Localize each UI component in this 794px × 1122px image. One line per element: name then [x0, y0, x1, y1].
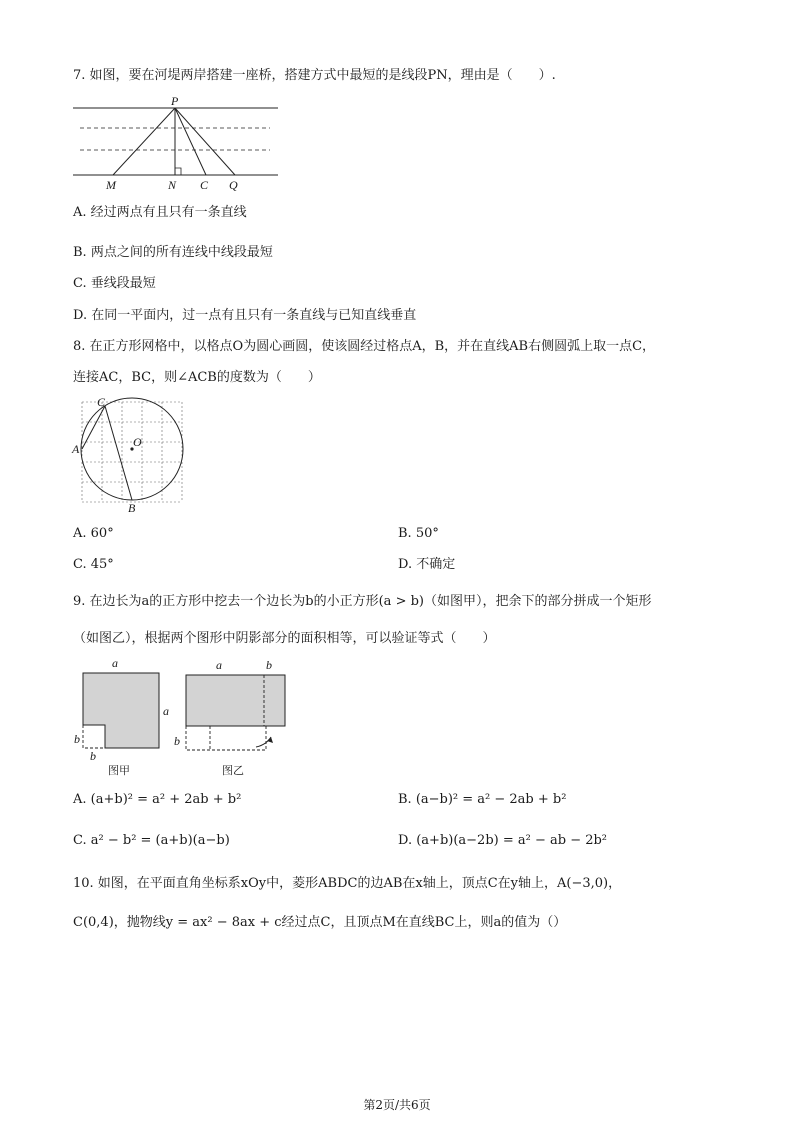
q9-jia-label-b-bottom: b: [90, 749, 96, 763]
q7-option-d: D. 在同一平面内，过一点有且只有一条直线与已知直线垂直: [73, 308, 417, 323]
q9-option-b: B. (a−b)² = a² − 2ab + b²: [398, 792, 567, 807]
q7-stem: 7. 如图，要在河堤两岸搭建一座桥，搭建方式中最短的是线段PN，理由是（ ）.: [73, 68, 556, 83]
q9-stem-line2: （如图乙），根据两个图形中阴影部分的面积相等，可以验证等式（ ）: [73, 631, 496, 646]
q8-label-O: O: [133, 435, 142, 449]
q7-option-a: A. 经过两点有且只有一条直线: [73, 205, 247, 220]
q9-option-c: C. a² − b² = (a+b)(a−b): [73, 833, 230, 848]
q8-label-B: B: [128, 501, 136, 515]
q8-stem-line1: 8. 在正方形网格中，以格点O为圆心画圆，使该圆经过格点A，B，并在直线AB右侧圆弧上取一点C，: [73, 339, 656, 354]
q7-label-P: P: [171, 94, 179, 108]
q8-option-b: B. 50°: [398, 526, 439, 541]
q8-grid-circle-figure: [70, 396, 190, 514]
q10-stem-line2: C(0,4)，抛物线y = ax² − 8ax + c经过点C，且顶点M在直线BC上，则a的值为（）: [73, 915, 567, 930]
q8-option-c: C. 45°: [73, 557, 114, 572]
q8-label-A: A: [72, 442, 80, 456]
q7-label-C: C: [200, 178, 209, 192]
q8-stem-line2: 连接AC，BC，则∠ACB的度数为（ ）: [73, 370, 321, 385]
q8-option-d: D. 不确定: [398, 557, 456, 572]
q10-stem-line1: 10. 如图，在平面直角坐标系xOy中，菱形ABDC的边AB在x轴上，顶点C在y轴上，A(−3,0)，: [73, 876, 622, 891]
q7-river-bridge-figure: [70, 94, 285, 194]
q8-option-a: A. 60°: [73, 526, 114, 541]
q7-label-Q: Q: [229, 178, 238, 192]
q7-label-M: M: [106, 178, 116, 192]
q9-caption-jia: 图甲: [108, 764, 130, 777]
q9-jia-label-a-top: a: [112, 656, 118, 670]
q9-yi-label-b-top: b: [266, 658, 272, 672]
q7-label-N: N: [168, 178, 177, 192]
q7-option-b: B. 两点之间的所有连线中线段最短: [73, 245, 273, 260]
q8-label-C: C: [97, 395, 106, 409]
q9-jia-label-b-left: b: [74, 732, 80, 746]
q9-option-a: A. (a+b)² = a² + 2ab + b²: [73, 792, 242, 807]
q9-jia-label-a-right: a: [163, 704, 169, 718]
q9-yi-label-b-left: b: [174, 734, 180, 748]
q9-yi-label-a: a: [216, 658, 222, 672]
q9-squares-figure: [70, 655, 295, 780]
q7-option-c: C. 垂线段最短: [73, 276, 156, 291]
q9-stem-line1: 9. 在边长为a的正方形中挖去一个边长为b的小正方形(a > b)（如图甲），把余下的部分拼成一个矩形: [73, 594, 652, 609]
page-number: 第2页/共6页: [363, 1098, 431, 1112]
q9-caption-yi: 图乙: [222, 764, 244, 777]
q9-option-d: D. (a+b)(a−2b) = a² − ab − 2b²: [398, 833, 608, 848]
